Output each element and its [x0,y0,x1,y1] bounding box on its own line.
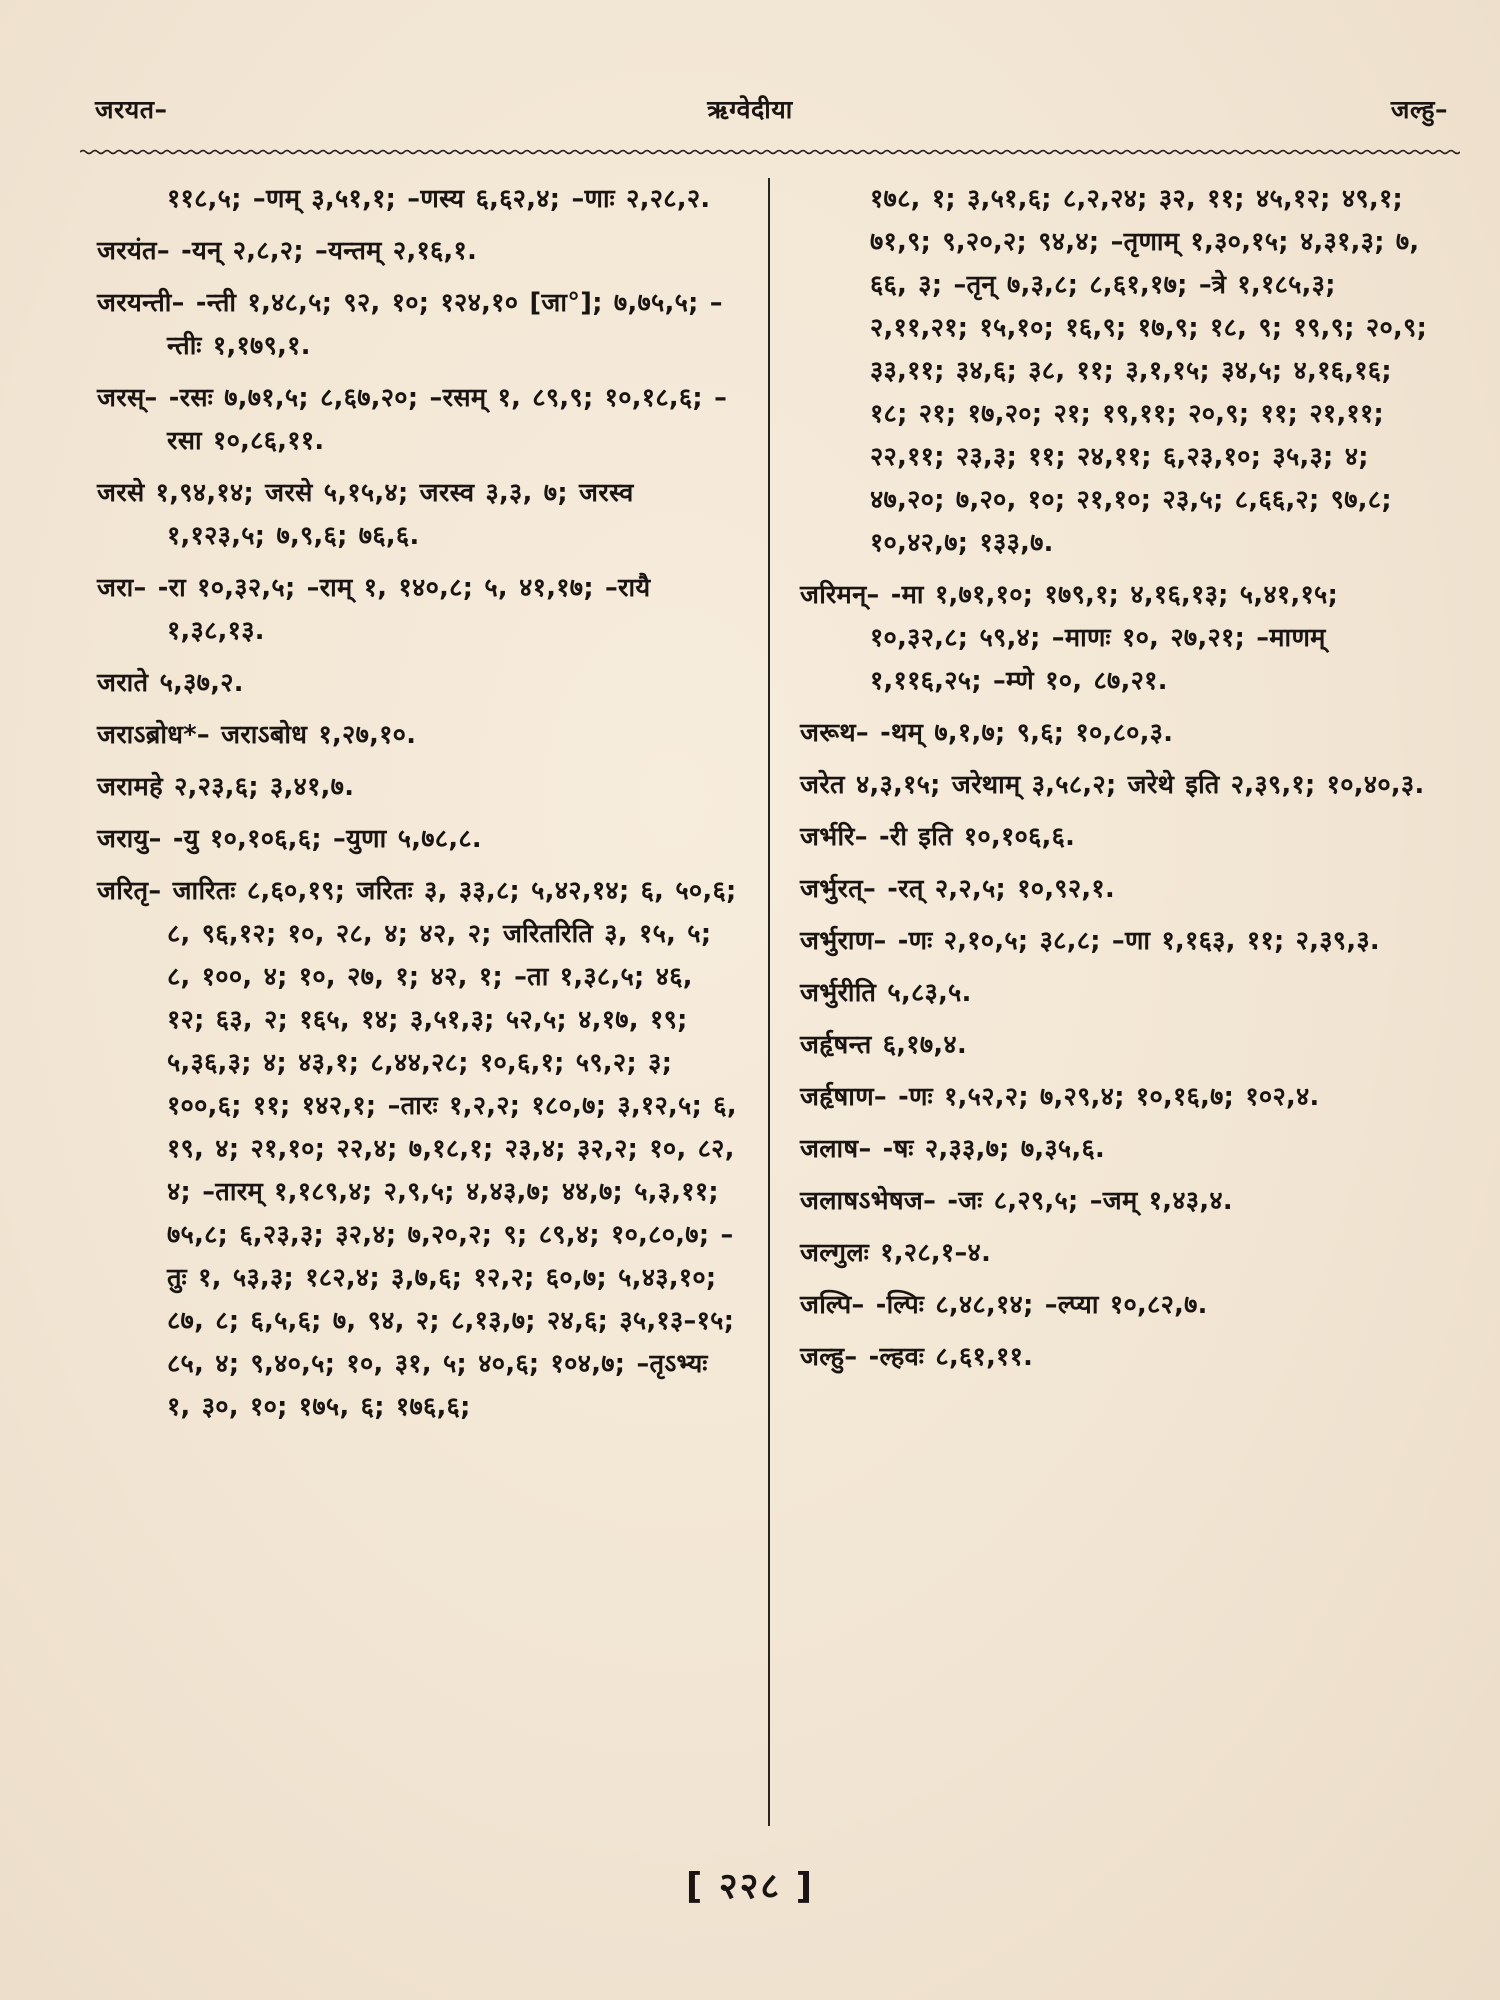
dictionary-entry: जरामहे २,२३,६; ३,४१,७. [97,772,355,802]
dictionary-entry: जर्भुरत्– -रत् २,२,५; १०,९२,१. [800,874,1115,904]
dictionary-entry: जरा– -रा १०,३२,५; –राम् १, १४०,८; ५, ४१,१७; –रायै १,३८,१३. [97,573,651,646]
dictionary-entry: जलाषऽभेषज– -जः ८,२९,५; –जम् १,४३,४. [800,1186,1233,1216]
dictionary-entry: जरिमन्– -मा १,७१,१०; १७९,१; ४,१६,१३; ५,४१,१५; १०,३२,८; ५९,४; –माणः १०, २७,२१; –माणम् १,११६,२५; –म्णे १०, ८७,२१. [800,580,1339,696]
left-column [97,178,737,1438]
dictionary-entry: जर्भुराण– -णः २,१०,५; ३८,८; –णा १,१६३, ११; २,३९,३. [800,926,1380,956]
dictionary-entry: जरायु– -यु १०,१०६,६; –युणा ५,७८,८. [97,824,482,854]
dictionary-entry: जल्हु– -ल्हवः ८,६१,११. [800,1342,1034,1372]
dictionary-entry: जर्हृषाण– -णः १,५२,२; ७,२९,४; १०,१६,७; १०२,४. [800,1082,1320,1112]
dictionary-entry: जल्गुलः १,२८,१–४. [800,1238,992,1268]
dictionary-entry: जरयंत– -यन् २,८,२; –यन्तम् २,१६,१. [97,236,478,266]
dictionary-entry: जरितृ– जारितः ८,६०,१९; जरितः ३, ३३,८; ५,४२,१४; ६, ५०,६; ८, ९६,१२; १०, २८, ४; ४२, २; जरितरिति ३, १५, ५; ८, १००, ४; १०, २७, १; ४२, १; –ता १,३८,५; ४६, १२; ६३, २; १६५, १४; ३,५१,३; ५२,५; ४,१७, १९; ५,३६,३; ४; ४३,१; ८,४४,२८; १०,६,१; ५९,२; ३; १००,६; ११; १४२,१; –तारः १,२,२; १८०,७; ३,१२,५; ६, १९, ४; २१,१०; २२,४; ७,१८,१; २३,४; ३२,२; १०, ८२, ४; –तारम् १,१८९,४; २,९,५; ४,४३,७; ४४,७; ५,३,११; ७५,८; ६,२३,३; ३२,४; ७,२०,२; ९; ८९,४; १०,८०,७; –तुः १, ५३,३; १८२,४; ३,७,६; १२,२; ६०,७; ५,४३,१०; ८७, ८; ६,५,६; ७, ९४, २; ८,१३,७; २४,६; ३५,१३–१५; ८५, ४; ९,४०,५; १०, ३१, ५; ४०,६; १०४,७; –तृऽभ्यः १, ३०, १०; १७५, ६; १७६,६; [97,876,737,1422]
right-column [800,178,1440,1388]
dictionary-entry: जलाष– -षः २,३३,७; ७,३५,६. [800,1134,1106,1164]
dictionary-entry: जर्हृषन्त ६,१७,४. [800,1030,967,1060]
dictionary-entry: जरेत ४,३,१५; जरेथाम् ३,५८,२; जरेथे इति २,३९,१; १०,४०,३. [800,770,1425,800]
running-head-right: जल्हु– [1390,95,1448,124]
running-head-left: जरयत– [95,95,168,124]
page-number: [ २२८ ] [685,1866,815,1907]
dictionary-entry: जर्भरि– -री इति १०,१०६,६. [800,822,1076,852]
dictionary-entry: जरयन्ती– -न्ती १,४८,५; ९२, १०; १२४,१० [जा°]; ७,७५,५; –न्तीः १,१७९,१. [97,288,723,361]
continued-entry: ११८,५; –णम् ३,५१,१; –णस्य ६,६२,४; –णाः २,२८,२. [167,184,711,214]
dictionary-entry: जरूथ– -थम् ७,१,७; ९,६; १०,८०,३. [800,718,1174,748]
dictionary-entry: जरस्– -रसः ७,७१,५; ८,६७,२०; –रसम् १, ८९,९; १०,१८,६; –रसा १०,८६,११. [97,383,728,456]
dictionary-entry: जराऽब्रोध*– जराऽबोध १,२७,१०. [97,720,417,750]
continued-entry: १७८, १; ३,५१,६; ८,२,२४; ३२, ११; ४५,१२; ४९,१; ७१,९; ९,२०,२; ९४,४; –तृणाम् १,३०,१५; ४,३१,३; ७, ६६, ३; –तृन् ७,३,८; ८,६१,१७; –त्रे १,१८५,३; २,११,२१; १५,१०; १६,९; १७,९; १८, ९; १९,९; २०,९; ३३,११; ३४,६; ३८, ११; ३,१,१५; ३४,५; ४,१६,१६; १८; २१; १७,२०; २१; १९,११; २०,९; ११; २१,११; २२,११; २३,३; ११; २४,११; ६,२३,१०; ३५,३; ४; ४७,२०; ७,२०, १०; २१,१०; २३,५; ८,६६,२; ९७,८; १०,४२,७; १३३,७. [870,184,1428,558]
column-divider [768,178,770,1826]
dictionary-entry: जराते ५,३७,२. [97,668,244,698]
wavy-header-rule [80,145,1460,159]
dictionary-entry: जरसे १,९४,१४; जरसे ५,१५,४; जरस्व ३,३, ७; जरस्व १,१२३,५; ७,९,६; ७६,६. [97,478,634,551]
dictionary-entry: जर्भुरीति ५,८३,५. [800,978,972,1008]
dictionary-entry: जल्पि– -ल्पिः ८,४८,१४; –ल्प्या १०,८२,७. [800,1290,1208,1320]
running-head-title: ऋग्वेदीया [707,95,793,124]
